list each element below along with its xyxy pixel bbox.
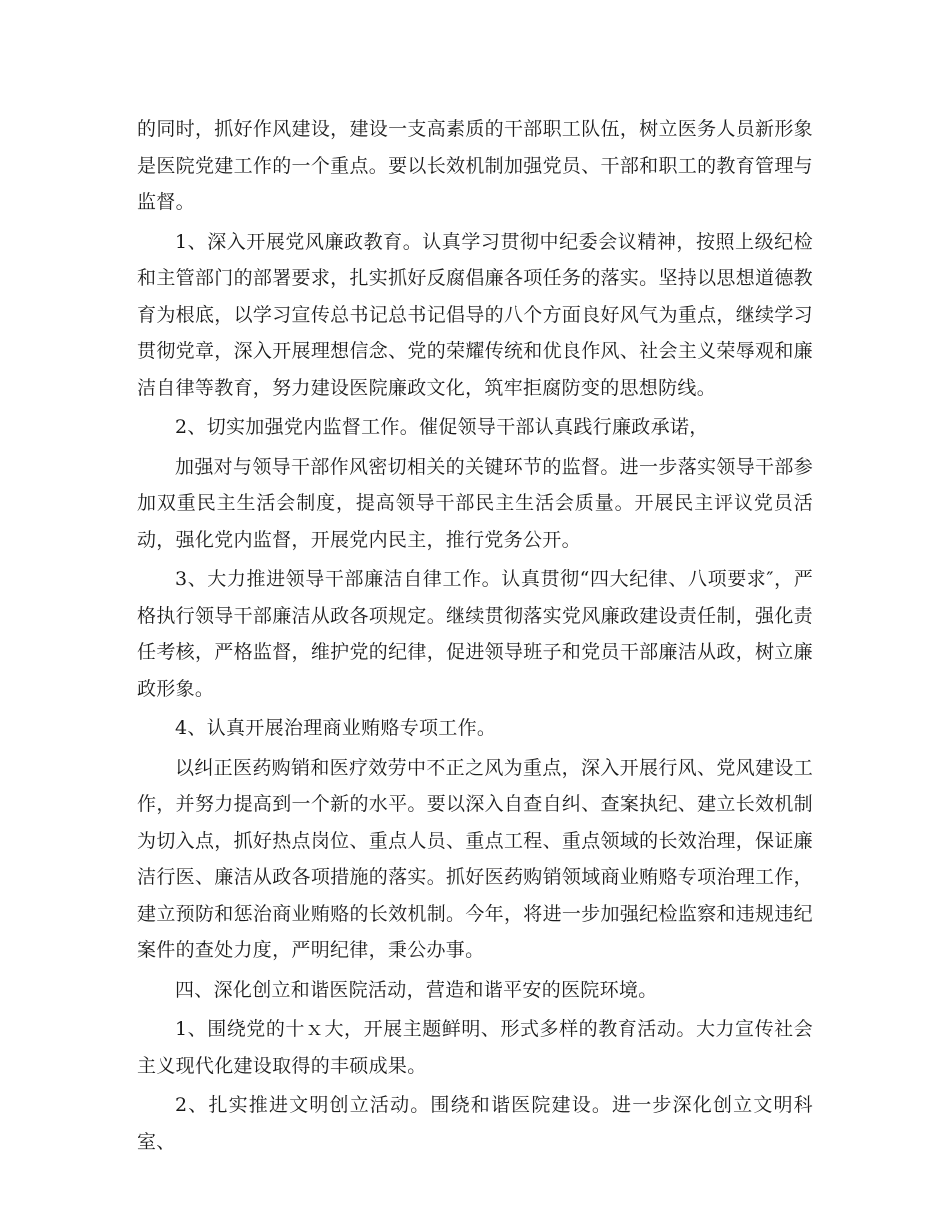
paragraph-item-2-civilization-activities: 2、扎实推进文明创立活动。围绕和谐医院建设。进一步深化创立文明科室、 <box>137 1094 813 1153</box>
paragraph-item-4-commercial-bribery: 4、认真开展治理商业贿赂专项工作。 <box>175 717 497 739</box>
paragraph-item-2-internal-supervision: 2、切实加强党内监督工作。催促领导干部认真践行廉政承诺， <box>175 416 709 438</box>
paragraph-continuation: 的同时，抓好作风建设，建设一支高素质的干部职工队伍，树立医务人员新形象是医院党建工作的一个重点。要以长效机制加强党员、干部和职工的教育管理与监督。 <box>137 118 813 213</box>
paragraph-supervision-detail: 加强对与领导干部作风密切相关的关键环节的监督。进一步落实领导干部参加双重民主生活会制度，提高领导干部民主生活会质量。开展民主评议党员活动，强化党内监督，开展党内民主，推行党务公开。 <box>137 455 813 551</box>
paragraph-bribery-detail: 以纠正医药购销和医疗效劳中不正之风为重点，深入开展行风、党风建设工作，并努力提高到一个新的水平。要以深入自查自纠、查案执纪、建立长效机制为切入点，抓好热点岗位、重点人员、重点工程、重点领域的长效治理，保证廉洁行医、廉洁从政各项措施的落实。抓好医药购销领域商业贿赂专项治理工作，建立预防和惩治商业贿赂的长效机制。今年，将进一步加强纪检监察和违规违纪案件的查处力度，严明纪律，秉公办事。 <box>137 756 813 961</box>
paragraph-item-1-party-integrity-education: 1、深入开展党风廉政教育。认真学习贯彻中纪委会议精神，按照上级纪检和主管部门的部署要求，扎实抓好反腐倡廉各项任务的落实。坚持以思想道德教育为根底，以学习宣传总书记总书记倡导的八个方面良好风气为重点，继续学习贯彻党章，深入开展理想信念、党的荣耀传统和优良作风、社会主义荣辱观和廉洁自律等教育，努力建设医院廉政文化，筑牢拒腐防变的思想防线。 <box>137 230 813 399</box>
paragraph-item-1-education-activities: 1、围绕党的十ｘ大，开展主题鲜明、形式多样的教育活动。大力宣传社会主义现代化建设取得的丰硕成果。 <box>137 1018 813 1077</box>
document-body <box>137 111 813 1160</box>
paragraph-item-3-self-discipline: 3、大力推进领导干部廉洁自律工作。认真贯彻“四大纪律、八项要求″，严格执行领导干部廉洁从政各项规定。继续贯彻落实党风廉政建设责任制，强化责任考核，严格监督，维护党的纪律，促进领导班子和党员干部廉洁从政，树立廉政形象。 <box>137 568 813 700</box>
section-heading-harmonious-hospital: 四、深化创立和谐医院活动，营造和谐平安的医院环境。 <box>175 978 658 1001</box>
